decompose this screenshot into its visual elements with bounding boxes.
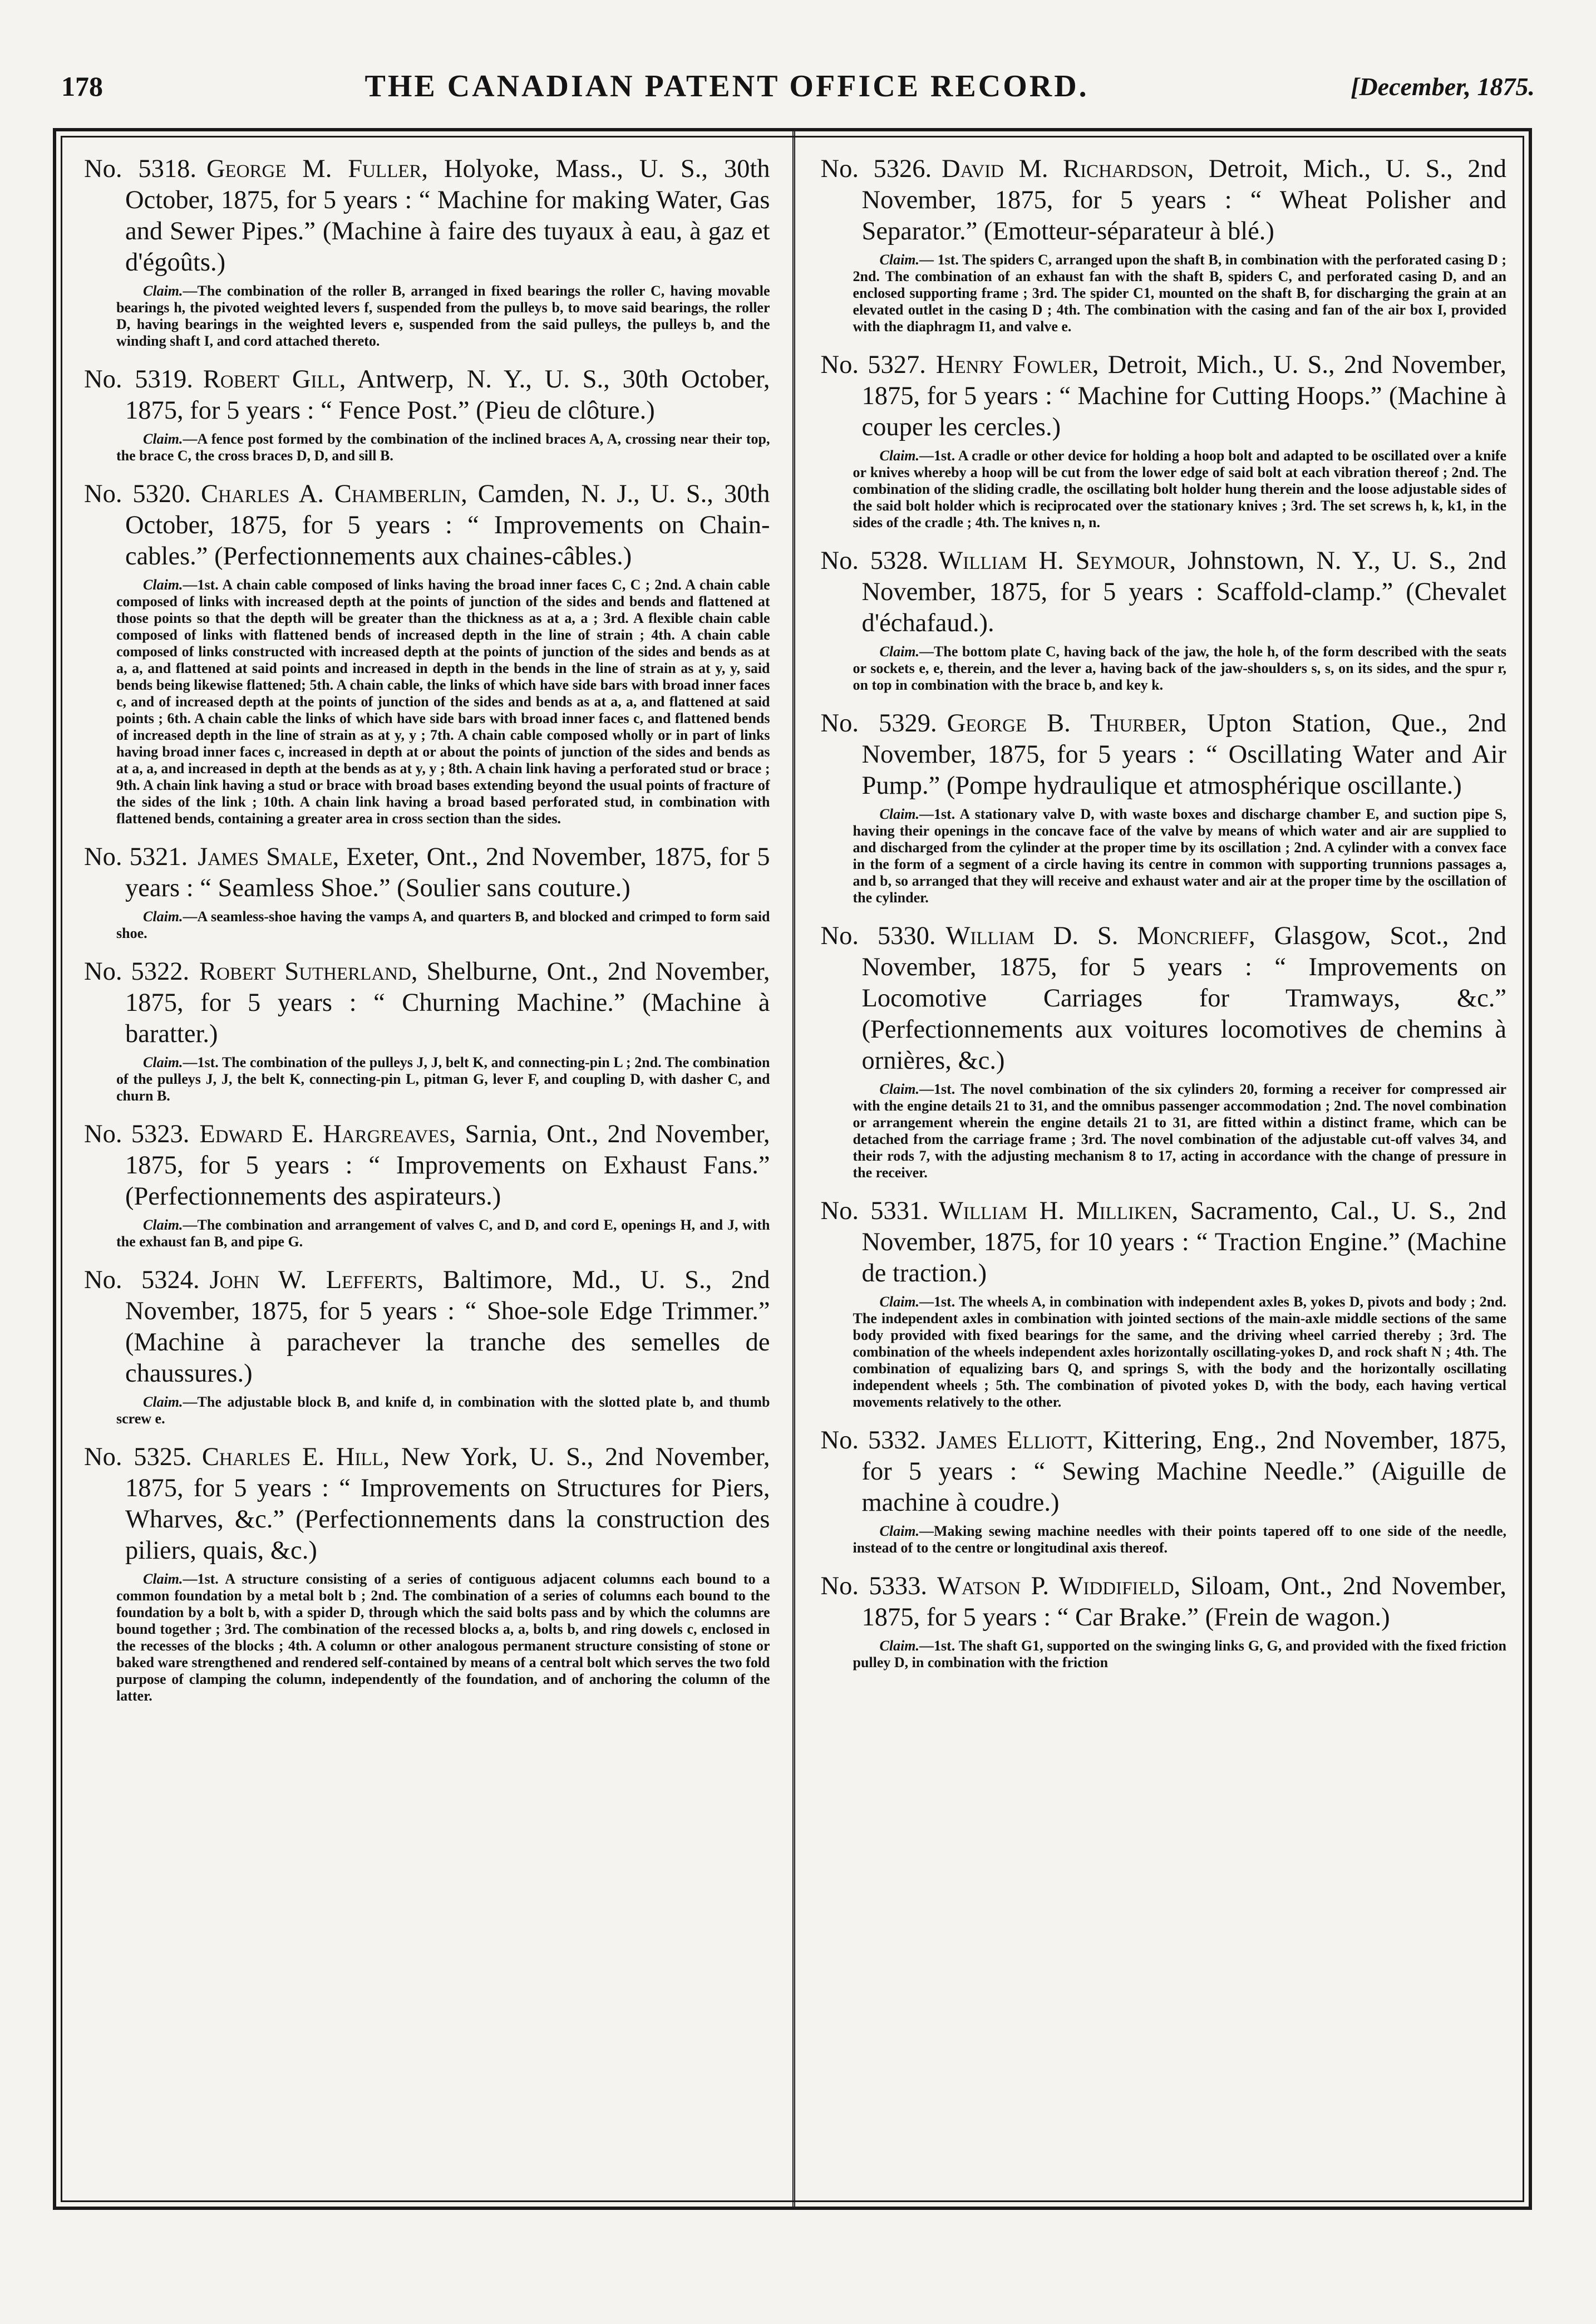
claim-label: Claim. <box>879 252 920 268</box>
patent-number: No. 5330. <box>820 922 936 950</box>
patent-claim <box>853 643 1507 694</box>
patent-details: , Antwerp, N. Y., U. S., 30th October, 1875, for 5 years : “ Fence Post.” (Pieu de clôture.) <box>125 365 770 425</box>
claim-label: Claim. <box>879 448 920 464</box>
patent-entry <box>84 1265 770 1427</box>
claim-label: Claim. <box>143 1571 183 1587</box>
patent-details: , Kittering, Eng., 2nd November, 1875, for 5 years : “ Sewing Machine Needle.” (Aiguille de machine à coudre.) <box>861 1426 1506 1517</box>
patent-entry <box>821 350 1507 531</box>
patent-entry <box>821 546 1507 694</box>
claim-text: —1st. A cradle or other device for holding a hoop bolt and adapted to be oscillated over a knife or knives whereby a hoop will be cut from the lower edge of said bolt at each vibration thereof ; 2nd. The combination of the sliding cradle, the oscillating bolt holder hung therein and the loose adjustable sides of the said bolt holder which is reciprocated over the stationary knives ; 3rd. The set screws h, k, k1, in the sides of the cradle ; 4th. The knives n, n. <box>853 448 1506 530</box>
inventor-name: William H. Milliken <box>938 1197 1172 1225</box>
claim-text: —A seamless-shoe having the vamps A, and quarters B, and blocked and crimped to form said shoe. <box>116 908 770 941</box>
patent-claim <box>116 1571 770 1704</box>
claim-text: —1st. A chain cable composed of links having the broad inner faces C, C ; 2nd. A chain cable composed of links with increased depth at the points of junction of the sides and bends and flattened at those points so that the depth will be greater than the thickness as at a, a ; 3rd. A flexible chain cable composed of links with flattened bends of increased depth in the line of strain ; 4th. A chain cable composed of links constructed with increased depth at the points of junction of the sides and bends as at a, a, and flattened at said points and increased in depth in the bends in the line of strain as at y, y, said bends being likewise flattened; 5th. A chain cable, the links of which have side bars with broad inner faces c, and of increased depth at the points of junction of the sides and bends as at a, a, and flattened at said points ; 6th. A chain cable the links of which have side bars with broad inner faces c, and flattened bends of increased depth in the line of strain as at y, y ; 7th. A chain cable composed wholly or in part of links having broad inner faces c, increased in depth at or about the points of junction of the sides and bends as at a, a, and increased in depth at the bends as at y, y ; 8th. A chain link having a perforated stud or brace ; 9th. A chain link having a stud or brace with broad bases extending beyond the usual points of fracture of the sides of the link ; 10th. A chain link having a broad based perforated stud, in combination with flattened bends, containing a greater area in cross section than the sides. <box>116 577 770 827</box>
page-number: 178 <box>61 71 103 102</box>
right-column <box>792 131 1529 2207</box>
patent-details: , Sarnia, Ont., 2nd November, 1875, for 5 years : “ Improvements on Exhaust Fans.” (Perfectionnements des aspirateurs.) <box>125 1120 770 1211</box>
patent-claim <box>116 1217 770 1250</box>
claim-text: —The combination of the roller B, arranged in fixed bearings the roller C, having movable bearings h, the pivoted weighted levers f, suspended from the pulleys b, to move said bearings, the roller D, having bearings in the weighted levers e, suspended from the said pulleys, the pulleys b, and the winding shaft I, and cord attached thereto. <box>116 283 770 349</box>
claim-text: —1st. A structure consisting of a series of contiguous adjacent columns each bound to a common foundation by a metal bolt b ; 2nd. The combination of a series of columns each bound to the foundation by a bolt b, with a spider D, through which the said bolts pass and by which the columns are bound together ; 3rd. The combination of the recessed blocks a, a, bolts b, and ring dowels c, enclosed in the recesses of the blocks ; 4th. A column or other analogous permanent structure consisting of stone or baked ware strengthened and rendered self-contained by means of a central bolt which serves the two fold purpose of clamping the column, independently of the foundation, and of anchoring the column of the latter. <box>116 1571 770 1704</box>
patent-heading <box>84 1119 770 1212</box>
claim-label: Claim. <box>143 283 183 299</box>
patent-claim <box>853 448 1507 531</box>
inventor-name: Edward E. Hargreaves <box>199 1120 450 1148</box>
patent-heading <box>821 1425 1507 1519</box>
patent-heading <box>821 921 1507 1077</box>
patent-number: No. 5328. <box>820 547 929 575</box>
patent-heading <box>84 154 770 278</box>
inventor-name: Charles E. Hill <box>201 1443 383 1471</box>
patent-claim <box>116 431 770 464</box>
patent-claim <box>853 1294 1507 1411</box>
patent-heading <box>821 350 1507 443</box>
inventor-name: Robert Sutherland <box>199 957 411 986</box>
claim-label: Claim. <box>143 431 183 447</box>
patent-entry <box>821 1425 1507 1556</box>
patent-number: No. 5318. <box>84 155 196 183</box>
patent-entry <box>84 154 770 350</box>
patent-heading <box>821 546 1507 639</box>
inventor-name: John W. Lefferts <box>209 1266 417 1294</box>
inventor-name: William H. Seymour <box>938 547 1170 575</box>
patent-entry <box>84 364 770 464</box>
patent-details: , Sacramento, Cal., U. S., 2nd November, 1875, for 10 years : “ Traction Engine.” (Machine de traction.) <box>861 1197 1506 1288</box>
page-header <box>61 61 1535 111</box>
claim-text: —1st. The wheels A, in combination with independent axles B, yokes D, pivots and body ; 2nd. The independent axles in combination with jointed sections of the main-axle middle sections of the same body provided with fixed bearings for the same, and the driving wheel carried thereby ; 3rd. The combination of the wheels independent axles horizontally oscillating-yokes D, and rock shaft N ; 4th. The combination of equalizing bars Q, and springs S, with the body and the horizontally oscillating independent wheels ; 5th. The combination of pivoted yokes D, with the body, each having vertical movements relatively to the other. <box>853 1294 1506 1410</box>
patent-number: No. 5331. <box>820 1197 929 1225</box>
publication-title: THE CANADIAN PATENT OFFICE RECORD. <box>364 69 1089 104</box>
inventor-name: Robert Gill <box>203 365 339 394</box>
patent-heading <box>821 154 1507 247</box>
patent-details: , Baltimore, Md., U. S., 2nd November, 1875, for 5 years : “ Shoe-sole Edge Trimmer.” (Machine à parachever la tranche des semelles de chaussures.) <box>125 1266 770 1388</box>
claim-label: Claim. <box>143 1054 183 1070</box>
patent-number: No. 5325. <box>84 1443 192 1471</box>
patent-details: , Johnstown, N. Y., U. S., 2nd November, 1875, for 5 years : Scaffold-clamp.” (Chevalet d'échafaud.). <box>861 547 1506 637</box>
claim-text: —The bottom plate C, having back of the jaw, the hole h, of the form described with the seats or sockets e, e, therein, and the lever a, having back of the jaw-shoulders s, s, on its sides, and the spur r, on top in combination with the brace b, and key k. <box>853 643 1506 693</box>
patent-heading <box>84 956 770 1050</box>
patent-heading <box>84 842 770 904</box>
patent-entry <box>84 479 770 827</box>
claim-text: —1st. The novel combination of the six cylinders 20, forming a receiver for compressed air with the engine details 21 to 31, and the omnibus passenger accommodation ; 2nd. The novel combination or arrangement wherein the engine details 21 to 31, are fitted within a distinct frame, which can be detached from the carriage frame ; 3rd. The novel combination of the adjustable cut-off valves 34, and their rods 7, with the adjusting mechanism 8 to 17, acting in accordance with the change of pressure in the receiver. <box>853 1081 1506 1181</box>
claim-text: —The adjustable block B, and knife d, in combination with the slotted plate b, and thumb screw e. <box>116 1394 770 1427</box>
claim-label: Claim. <box>879 1523 920 1539</box>
inventor-name: George M. Fuller <box>206 155 422 183</box>
patent-details: , Glasgow, Scot., 2nd November, 1875, for 5 years : “ Improvements on Locomotive Carriages for Tramways, &c.” (Perfectionnements aux voitures locomotives de chemins à ornières, &c.) <box>861 922 1507 1075</box>
patent-entry <box>84 1119 770 1250</box>
page-frame <box>53 128 1532 2210</box>
claim-label: Claim. <box>879 1081 920 1097</box>
inventor-name: Henry Fowler <box>935 351 1092 379</box>
patent-entry <box>821 1571 1507 1671</box>
patent-number: No. 5319. <box>84 365 193 394</box>
patent-heading <box>821 1571 1507 1633</box>
patent-number: No. 5320. <box>84 480 191 508</box>
patent-entry <box>821 154 1507 335</box>
claim-text: —1st. The combination of the pulleys J, J, belt K, and connecting-pin L ; 2nd. The combination of the pulleys J, J, the belt K, connecting-pin L, pitman G, lever F, and coupling D, with dasher C, and churn B. <box>116 1054 770 1104</box>
patent-heading <box>84 364 770 426</box>
inventor-name: Watson P. Widdifield <box>937 1572 1174 1600</box>
claim-label: Claim. <box>879 643 920 660</box>
patent-heading <box>84 1442 770 1566</box>
patent-claim <box>116 1054 770 1104</box>
inventor-name: James Elliott <box>936 1426 1087 1455</box>
claim-text: —Making sewing machine needles with their points tapered off to one side of the needle, instead of to the centre or longitudinal axis thereof. <box>853 1523 1506 1556</box>
left-column <box>56 131 792 2207</box>
patent-entry <box>821 921 1507 1181</box>
patent-claim <box>853 806 1507 906</box>
patent-entry <box>84 1442 770 1704</box>
claim-label: Claim. <box>143 1217 183 1233</box>
patent-entry <box>821 708 1507 906</box>
inventor-name: Charles A. Chamberlin <box>201 480 461 508</box>
claim-label: Claim. <box>879 1294 920 1310</box>
patent-heading <box>821 1196 1507 1289</box>
patent-number: No. 5333. <box>820 1572 927 1600</box>
patent-claim <box>116 577 770 827</box>
patent-heading <box>84 1265 770 1389</box>
claim-label: Claim. <box>879 806 920 822</box>
claim-label: Claim. <box>879 1638 920 1654</box>
inventor-name: George B. Thurber <box>947 709 1181 738</box>
patent-number: No. 5327. <box>820 351 926 379</box>
claim-text: — 1st. The spiders C, arranged upon the shaft B, in combination with the perforated casing D ; 2nd. The combination of an exhaust fan with the shaft B, spiders C, and perforated casing D, and an enclosed supporting frame ; 3rd. The spider C1, mounted on the shaft B, for discharging the grain at an elevated outlet in the casing D ; 4th. The combination with the casing and fan of the air box I, provided with the diaphragm I1, and valve e. <box>853 252 1506 335</box>
patent-claim <box>116 283 770 350</box>
claim-text: —A fence post formed by the combination of the inclined braces A, A, crossing near their top, the brace C, the cross braces D, D, and sill B. <box>116 431 770 464</box>
patent-number: No. 5321. <box>84 843 188 871</box>
inventor-name: William D. S. Moncrieff <box>945 922 1249 950</box>
patent-details: , Holyoke, Mass., U. S., 30th October, 1875, for 5 years : “ Machine for making Water, Gas and Sewer Pipes.” (Machine à faire des tuyaux à eau, à gaz et d'égoûts.) <box>125 155 770 277</box>
patent-details: , Upton Station, Que., 2nd November, 1875, for 5 years : “ Oscillating Water and Air Pump.” (Pompe hydraulique et atmosphérique oscillante.) <box>861 709 1506 800</box>
patent-details: , Exeter, Ont., 2nd November, 1875, for 5 years : “ Seamless Shoe.” (Soulier sans couture.) <box>125 843 770 902</box>
patent-number: No. 5326. <box>820 155 932 183</box>
patent-heading <box>821 708 1507 802</box>
patent-heading <box>84 479 770 572</box>
patent-number: No. 5329. <box>820 709 937 738</box>
claim-label: Claim. <box>143 577 183 593</box>
claim-text: —The combination and arrangement of valves C, and D, and cord E, openings H, and J, with the exhaust fan B, and pipe G. <box>116 1217 770 1250</box>
patent-details: , Shelburne, Ont., 2nd November, 1875, for 5 years : “ Churning Machine.” (Machine à baratter.) <box>125 957 770 1048</box>
patent-entry <box>821 1196 1507 1411</box>
patent-number: No. 5322. <box>84 957 190 986</box>
patent-claim <box>853 252 1507 335</box>
patent-details: , Detroit, Mich., U. S., 2nd November, 1875, for 5 years : “ Wheat Polisher and Separator.” (Emotteur-séparateur à blé.) <box>861 155 1506 245</box>
patent-details: , Siloam, Ont., 2nd November, 1875, for 5 years : “ Car Brake.” (Frein de wagon.) <box>861 1572 1506 1632</box>
patent-claim <box>853 1523 1507 1556</box>
patent-claim <box>116 1394 770 1427</box>
patent-entry <box>84 842 770 942</box>
patent-details: , Camden, N. J., U. S., 30th October, 1875, for 5 years : “ Improvements on Chain-cables.” (Perfectionnements aux chaines-câbles.) <box>125 480 770 571</box>
claim-text: —1st. A stationary valve D, with waste boxes and discharge chamber E, and suction pipe S, having their openings in the concave face of the valve by means of which water and air are supplied to and discharged from the cylinder at the proper time by its oscillation ; 2nd. A cylinder with a convex face in the form of a segment of a circle having its centre in common with supporting trunnions passages a, and b, so arranged that they will receive and exhaust water and air at the proper time by the oscillation of the cylinder. <box>853 806 1506 906</box>
issue-date: [December, 1875. <box>1351 72 1535 101</box>
patent-number: No. 5323. <box>84 1120 190 1148</box>
inventor-name: James Smale <box>198 843 333 871</box>
patent-claim <box>853 1081 1507 1181</box>
patent-number: No. 5324. <box>84 1266 200 1294</box>
claim-text: —1st. The shaft G1, supported on the swinging links G, G, and provided with the fixed friction pulley D, in combination with the friction <box>853 1638 1506 1670</box>
patent-entry <box>84 956 770 1104</box>
patent-claim <box>116 908 770 942</box>
patent-claim <box>853 1638 1507 1671</box>
claim-label: Claim. <box>143 908 183 925</box>
patent-details: , Detroit, Mich., U. S., 2nd November, 1875, for 5 years : “ Machine for Cutting Hoops.” (Machine à couper les cercles.) <box>861 351 1506 441</box>
patent-number: No. 5332. <box>820 1426 927 1455</box>
patent-details: , New York, U. S., 2nd November, 1875, for 5 years : “ Improvements on Structures for Piers, Wharves, &c.” (Perfectionnements dans la construction des piliers, quais, &c.) <box>125 1443 770 1565</box>
inventor-name: David M. Richardson <box>942 155 1188 183</box>
claim-label: Claim. <box>143 1394 183 1410</box>
